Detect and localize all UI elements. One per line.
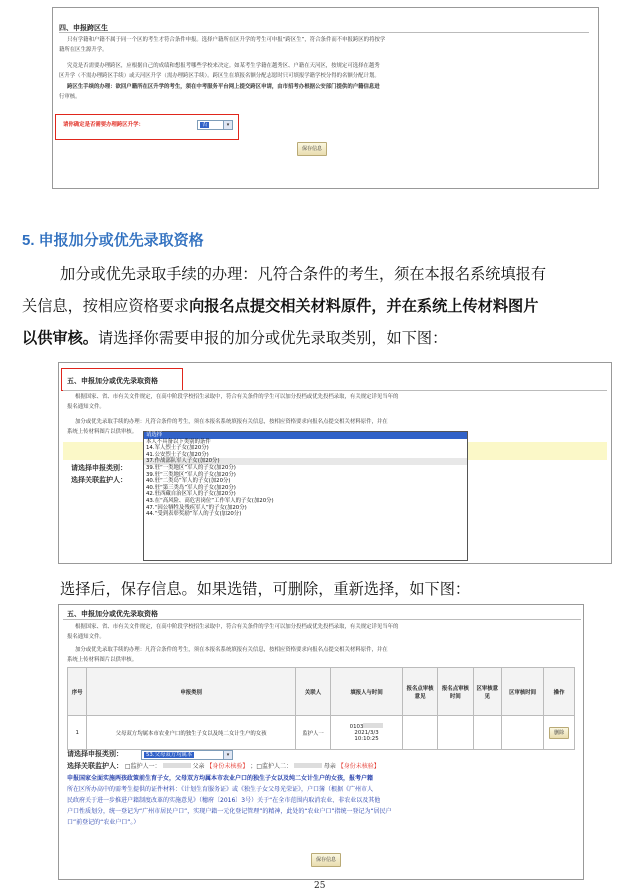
bonus-category-screenshot — [58, 362, 612, 564]
col-header: 填报人与时间 — [331, 668, 403, 716]
bonus-result-screenshot — [58, 604, 584, 880]
filer-id: 0103 — [349, 724, 364, 730]
note-line: 所在区所办高中的需考生提供的证件材料：《计划生育服务证》或《独生子女父母光荣证》，户口簿（根据《广州市人 — [67, 786, 374, 793]
dropdown-option[interactable]: 44.“受到表彰奖励”军人的子女(加20分) — [146, 511, 242, 518]
divider — [63, 619, 581, 620]
paragraph-line: 选择后，保存信息。如果选错，可删除，重新选择，如下图： — [60, 580, 471, 598]
col-header: 关联人 — [295, 668, 330, 716]
cell-empty — [438, 716, 473, 750]
category-dropdown-list[interactable] — [143, 431, 468, 561]
dropdown-option[interactable]: 47.“因公牺牲及残疾军人”的子女(加20分) — [146, 504, 247, 511]
guardian-label: 选择关联监护人： — [71, 476, 127, 484]
body-line: 报名通知文件。 — [67, 404, 105, 410]
cross-district-screenshot — [52, 7, 599, 189]
dropdown-option[interactable]: 41.公安烈士子女(加20分) — [146, 451, 209, 458]
paragraph-line — [22, 290, 538, 322]
divider — [59, 32, 589, 33]
body-line: 加分或优先录取手续的办理：凡符合条件的考生，须在本报名系统填报有关信息，按相应资格要求向报名点提交相关材料原件，并在 — [75, 419, 388, 425]
select-value: 否 — [202, 122, 208, 128]
cross-district-question: 请你确定是否需要办理跨区升学： — [63, 122, 144, 128]
paragraph-line — [22, 322, 447, 354]
guardian-row — [67, 762, 380, 771]
col-header: 申报类别 — [87, 668, 295, 716]
col-header: 序号 — [68, 668, 87, 716]
section-title: 四、申报跨区生 — [59, 24, 108, 32]
dropdown-option[interactable]: 本人不具备以下类别的条件 — [146, 438, 211, 445]
dropdown-option[interactable]: 39.驻“三类地区”军人的子女(加20分) — [146, 471, 236, 478]
col-header: 区审核时间 — [502, 668, 544, 716]
guardian1-checkbox[interactable]: □监护人一： — [124, 763, 161, 770]
chevron-down-icon[interactable]: ▾ — [223, 121, 232, 129]
filer-time: 10:10:25 — [354, 736, 379, 742]
section-title: 五、申报加分或优先录取资格 — [67, 377, 158, 385]
save-button[interactable]: 保存信息 — [297, 142, 327, 156]
category-select[interactable] — [141, 750, 233, 760]
note-line: 民政府关于进一步推进户籍制度改革的实施意见》（穗府〔2016〕3号）关于“在全市范围内取消农业、非农业以及其他 — [67, 797, 381, 804]
paragraph-bold: 向报名点提交相关材料原件，并在系统上传材料图片 — [189, 297, 539, 315]
delete-button[interactable]: 删除 — [549, 727, 569, 739]
select-value: 53.父母双方均属本 — [146, 752, 193, 758]
dropdown-option[interactable]: 37.作战部队军人子女(加20分) — [144, 458, 467, 465]
guardian2-checkbox[interactable]: ；□监护人二： — [250, 763, 292, 770]
body-line: 行审核。 — [59, 94, 81, 100]
save-button[interactable]: 保存信息 — [311, 853, 341, 867]
paragraph-text: 关信息，按相应资格要求 — [22, 297, 190, 315]
body-line: 系统上传材料图片以供审核。 — [67, 657, 138, 663]
note-line: 口”前登记的“农业户口”。） — [67, 819, 140, 826]
divider — [63, 390, 607, 391]
chevron-down-icon[interactable]: ▾ — [223, 751, 232, 759]
mother-status: 【身份未核验】 — [337, 763, 380, 770]
cell-empty — [402, 716, 437, 750]
paragraph-text: 请选择你需要申报的加分或优先录取类别，如下图： — [97, 329, 448, 347]
dropdown-option[interactable]: 43.在“高风险、高危害岗位”工作军人的子女(加20分) — [146, 497, 274, 504]
note-line: 申报国家全面实施两孩政策前生育子女，父母双方均属本市农业户口的独生子女以及纯二女计生户的女孩，报考户籍 — [67, 775, 374, 782]
dropdown-option[interactable]: 请选择 — [144, 432, 467, 439]
cell-empty — [502, 716, 544, 750]
bonus-table — [67, 667, 575, 750]
body-line: 跨区生手续的办理：欲回户籍所在区升学的考生，须在中考服务平台网上提交跨区申请，由市招考办根据公安部门提供的户籍信息进 — [67, 84, 380, 90]
body-line: 加分或优先录取手续的办理：凡符合条件的考生，须在本报名系统填报有关信息，按相应资格要求向报名点提交相关材料原件，并在 — [75, 647, 388, 653]
mother-label: 母亲 — [323, 763, 336, 770]
guardian-label: 选择关联监护人： — [67, 762, 123, 770]
cell-index: 1 — [68, 716, 87, 750]
body-line: 究竟是否需要办理跨区，应根据自己的成绩和想报考哪些学校来决定。如某考生学籍在越秀区、户籍在天河区，按规定可选择在越秀 — [67, 63, 380, 69]
cell-empty — [473, 716, 501, 750]
body-line: 籍所在区生源升学。 — [59, 47, 108, 53]
cell-action — [544, 716, 575, 750]
table-row — [68, 716, 575, 750]
section-title: 五、申报加分或优先录取资格 — [67, 610, 158, 618]
dropdown-option[interactable]: 14.军人烈士子女(加20分) — [146, 445, 209, 452]
father-status: 【身份未核验】 — [206, 763, 249, 770]
body-line: 根据国家、省、市有关文件规定，在高中阶段学校招生录取中，符合有关条件的学生可以加分投档或优先投档录取，有关规定详见当年的 — [75, 394, 399, 400]
body-line: 只有学籍和户籍不属于同一个区的考生才符合条件申报。选择户籍所在区升学的考生可申报“跨区生”，符合条件而不申报跨区的将按学 — [67, 37, 386, 43]
father-label: 父亲 — [192, 763, 205, 770]
section-heading: 5. 申报加分或优先录取资格 — [22, 232, 204, 249]
body-line: 系统上传材料图片以供审核。 — [67, 429, 138, 435]
cell-related: 监护人一 — [295, 716, 330, 750]
note-line: 户口性质划分，统一登记为“广州市居民户口”，实现户籍一元化登记管理”的精神，此处的“农业户口”指统一登记为“居民户 — [67, 808, 392, 815]
cross-district-select[interactable] — [197, 120, 233, 130]
dropdown-option[interactable]: 40.驻“第三类岛”军人的子女(加20分) — [146, 484, 236, 491]
dropdown-option[interactable]: 40.驻“二类岛”军人的子女(加20分) — [146, 478, 231, 485]
page-number: 25 — [314, 881, 326, 891]
cell-filer — [331, 716, 403, 750]
body-line: 报名通知文件。 — [67, 634, 105, 640]
col-header: 操作 — [544, 668, 575, 716]
category-label: 请选择申报类别： — [67, 750, 123, 758]
col-header: 报名点审核意见 — [402, 668, 437, 716]
dropdown-option[interactable]: 42.驻西藏自治区军人的子女(加20分) — [146, 491, 236, 498]
col-header: 区审核意见 — [473, 668, 501, 716]
paragraph-line: 加分或优先录取手续的办理：凡符合条件的考生，须在本报名系统填报有 — [60, 265, 546, 283]
body-line: 区升学（不需办理跨区手续）或天河区升学（需办理跨区手续）。跨区生在填报名额分配志愿时只可填报学籍学校分得的名额分配计划。 — [59, 73, 380, 79]
dropdown-option[interactable]: 39.驻“一类地区”军人的子女(加20分) — [146, 464, 236, 471]
col-header: 报名点审核时间 — [438, 668, 473, 716]
filer-date: 2021/3/3 — [354, 730, 379, 736]
category-label: 请选择申报类别： — [71, 464, 127, 472]
body-line: 根据国家、省、市有关文件规定，在高中阶段学校招生录取中，符合有关条件的学生可以加分投档或优先投档录取，有关规定详见当年的 — [75, 624, 399, 630]
paragraph-bold: 以供审核。 — [22, 329, 98, 347]
cell-category: 父母双方均属本市农业户口的独生子女以及纯二女计生户的女孩 — [87, 716, 295, 750]
